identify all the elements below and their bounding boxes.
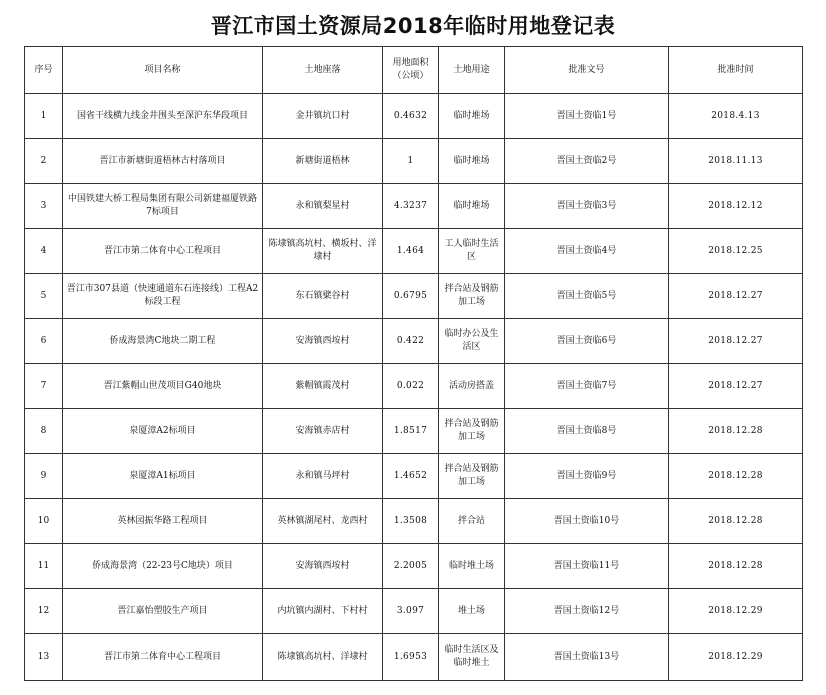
- table-row: [25, 94, 803, 139]
- cell-location: 安海镇西垵村: [263, 544, 383, 589]
- cell-usage: 临时堆土场: [439, 544, 505, 589]
- cell-location: 陈埭镇高坑村、横坂村、洋埭村: [263, 229, 383, 274]
- cell-seq: 12: [25, 589, 63, 634]
- cell-area: 1.3508: [383, 499, 439, 544]
- cell-usage: 临时堆场: [439, 94, 505, 139]
- cell-area: 0.422: [383, 319, 439, 364]
- cell-date: 2018.12.29: [669, 634, 803, 681]
- cell-project: 晋江市新塘街道梧林古村落项目: [63, 139, 263, 184]
- cell-location: 英林镇湖尾村、龙西村: [263, 499, 383, 544]
- cell-project: 晋江市第二体育中心工程项目: [63, 634, 263, 681]
- cell-date: 2018.12.12: [669, 184, 803, 229]
- cell-date: 2018.12.28: [669, 454, 803, 499]
- cell-project: 中国铁建大桥工程局集团有限公司新建福厦铁路7标项目: [63, 184, 263, 229]
- cell-date: 2018.12.28: [669, 409, 803, 454]
- cell-usage: 活动房搭盖: [439, 364, 505, 409]
- cell-usage: 拌合站及钢筋加工场: [439, 454, 505, 499]
- cell-location: 永和镇梨星村: [263, 184, 383, 229]
- header-date: 批准时间: [669, 47, 803, 94]
- cell-doc: 晋国土资临11号: [505, 544, 669, 589]
- cell-usage: 临时办公及生活区: [439, 319, 505, 364]
- cell-seq: 7: [25, 364, 63, 409]
- cell-area: 1.8517: [383, 409, 439, 454]
- cell-seq: 9: [25, 454, 63, 499]
- cell-location: 永和镇马坪村: [263, 454, 383, 499]
- cell-project: 国省干线横九线金井围头至深沪东华段项目: [63, 94, 263, 139]
- table-row: [25, 634, 803, 681]
- cell-usage: 拌合站及钢筋加工场: [439, 409, 505, 454]
- cell-date: 2018.4.13: [669, 94, 803, 139]
- table-header-row: [25, 47, 803, 94]
- cell-seq: 10: [25, 499, 63, 544]
- cell-doc: 晋国土资临7号: [505, 364, 669, 409]
- cell-usage: 堆土场: [439, 589, 505, 634]
- cell-seq: 11: [25, 544, 63, 589]
- table-row: [25, 364, 803, 409]
- table-row: [25, 274, 803, 319]
- table-row: [25, 139, 803, 184]
- cell-project: 晋江紫帽山世茂项目G40地块: [63, 364, 263, 409]
- cell-seq: 4: [25, 229, 63, 274]
- cell-doc: 晋国土资临4号: [505, 229, 669, 274]
- cell-area: 4.3237: [383, 184, 439, 229]
- cell-area: 0.022: [383, 364, 439, 409]
- table-row: [25, 499, 803, 544]
- cell-date: 2018.12.28: [669, 544, 803, 589]
- cell-usage: 拌合站及钢筋加工场: [439, 274, 505, 319]
- cell-seq: 2: [25, 139, 63, 184]
- cell-location: 东石镇檗谷村: [263, 274, 383, 319]
- cell-location: 紫帽镇霞茂村: [263, 364, 383, 409]
- cell-project: 晋江嘉怡塑胶生产项目: [63, 589, 263, 634]
- table-row: [25, 184, 803, 229]
- cell-area: 1.6953: [383, 634, 439, 681]
- table-row: [25, 229, 803, 274]
- cell-seq: 1: [25, 94, 63, 139]
- cell-project: 侨成海景湾C地块二期工程: [63, 319, 263, 364]
- cell-area: 0.6795: [383, 274, 439, 319]
- cell-usage: 临时堆场: [439, 184, 505, 229]
- cell-date: 2018.12.27: [669, 364, 803, 409]
- cell-usage: 工人临时生活区: [439, 229, 505, 274]
- cell-doc: 晋国土资临5号: [505, 274, 669, 319]
- cell-doc: 晋国土资临6号: [505, 319, 669, 364]
- cell-area: 0.4632: [383, 94, 439, 139]
- cell-usage: 临时堆场: [439, 139, 505, 184]
- cell-location: 内坑镇内湖村、下村村: [263, 589, 383, 634]
- cell-doc: 晋国土资临2号: [505, 139, 669, 184]
- header-location: 土地座落: [263, 47, 383, 94]
- cell-date: 2018.12.29: [669, 589, 803, 634]
- header-doc: 批准文号: [505, 47, 669, 94]
- cell-doc: 晋国土资临1号: [505, 94, 669, 139]
- cell-location: 新塘街道梧林: [263, 139, 383, 184]
- cell-area: 3.097: [383, 589, 439, 634]
- cell-location: 陈埭镇高坑村、洋埭村: [263, 634, 383, 681]
- cell-area: 1.4652: [383, 454, 439, 499]
- cell-date: 2018.12.27: [669, 274, 803, 319]
- cell-project: 晋江市307县道（快速通道东石连接线）工程A2标段工程: [63, 274, 263, 319]
- cell-seq: 13: [25, 634, 63, 681]
- cell-area: 2.2005: [383, 544, 439, 589]
- cell-project: 泉厦漳A1标项目: [63, 454, 263, 499]
- cell-date: 2018.12.28: [669, 499, 803, 544]
- cell-doc: 晋国土资临8号: [505, 409, 669, 454]
- cell-doc: 晋国土资临13号: [505, 634, 669, 681]
- cell-location: 金井镇坑口村: [263, 94, 383, 139]
- cell-project: 泉厦漳A2标项目: [63, 409, 263, 454]
- cell-project: 侨成海景湾（22-23号C地块）项目: [63, 544, 263, 589]
- page-title: 晋江市国土资源局2018年临时用地登记表: [210, 14, 616, 38]
- table-row: [25, 319, 803, 364]
- cell-seq: 5: [25, 274, 63, 319]
- header-area: 用地面积（公顷）: [383, 47, 439, 94]
- cell-area: 1: [383, 139, 439, 184]
- cell-location: 安海镇西垵村: [263, 319, 383, 364]
- cell-doc: 晋国土资临9号: [505, 454, 669, 499]
- header-usage: 土地用途: [439, 47, 505, 94]
- table-row: [25, 454, 803, 499]
- cell-seq: 8: [25, 409, 63, 454]
- cell-doc: 晋国土资临12号: [505, 589, 669, 634]
- cell-project: 晋江市第二体育中心工程项目: [63, 229, 263, 274]
- land-registry-table: [24, 46, 803, 681]
- cell-doc: 晋国土资临3号: [505, 184, 669, 229]
- cell-area: 1.464: [383, 229, 439, 274]
- table-row: [25, 589, 803, 634]
- cell-seq: 6: [25, 319, 63, 364]
- cell-doc: 晋国土资临10号: [505, 499, 669, 544]
- cell-date: 2018.12.25: [669, 229, 803, 274]
- table-row: [25, 544, 803, 589]
- cell-location: 安海镇赤店村: [263, 409, 383, 454]
- cell-usage: 临时生活区及临时堆土: [439, 634, 505, 681]
- cell-date: 2018.12.27: [669, 319, 803, 364]
- cell-usage: 拌合站: [439, 499, 505, 544]
- header-project: 项目名称: [63, 47, 263, 94]
- table-row: [25, 409, 803, 454]
- cell-seq: 3: [25, 184, 63, 229]
- header-seq: 序号: [25, 47, 63, 94]
- cell-date: 2018.11.13: [669, 139, 803, 184]
- cell-project: 英林园振华路工程项目: [63, 499, 263, 544]
